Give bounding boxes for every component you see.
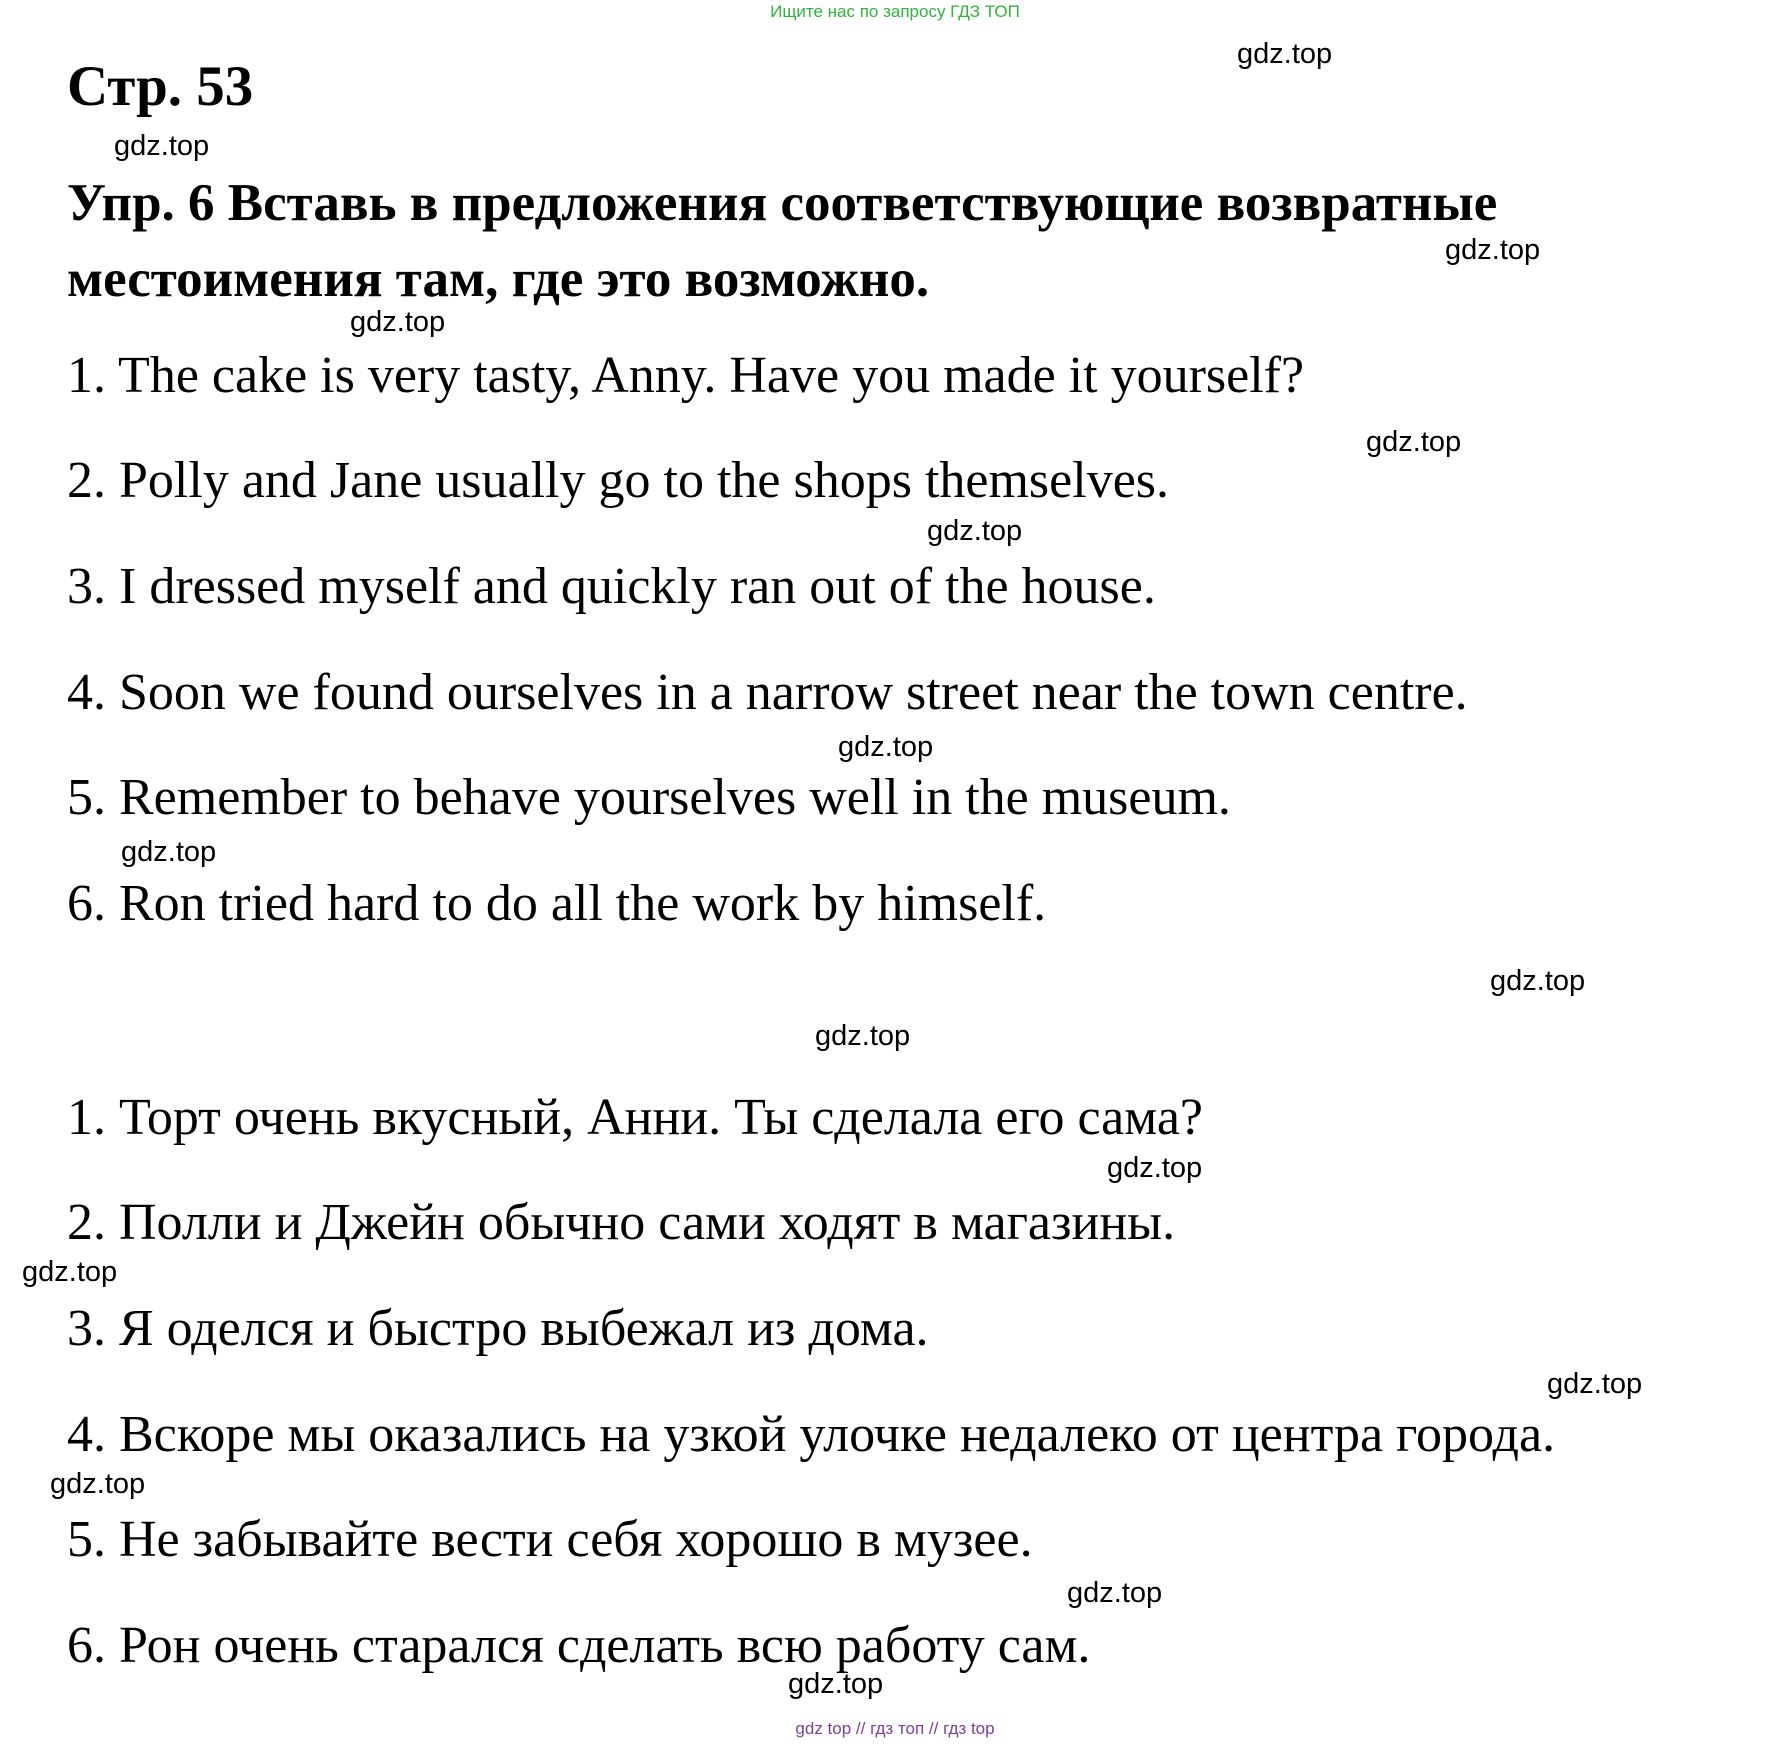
watermark: gdz.top bbox=[121, 836, 217, 868]
russian-sentence-4: 4. Вскоре мы оказались на узкой улочке недалеко от центра города. bbox=[67, 1406, 1556, 1463]
top-banner: Ищите нас по запросу ГДЗ ТОП bbox=[770, 2, 1020, 21]
watermark: gdz.top bbox=[1366, 426, 1462, 458]
task-title: Упр. 6 Вставь в предложения соответствующие возвратные местоимения там, где это возможно. bbox=[67, 174, 1498, 308]
watermark: gdz.top bbox=[350, 306, 446, 338]
english-sentence-1: 1. The cake is very tasty, Anny. Have you made it yourself? bbox=[67, 347, 1305, 404]
watermark: gdz.top bbox=[788, 1668, 884, 1700]
english-sentence-3: 3. I dressed myself and quickly ran out of the house. bbox=[67, 558, 1156, 615]
footer: gdz top // гдз топ // гдз top bbox=[795, 1719, 995, 1738]
watermark: gdz.top bbox=[114, 130, 210, 162]
watermark: gdz.top bbox=[50, 1468, 146, 1500]
watermark: gdz.top bbox=[1547, 1368, 1643, 1400]
russian-sentence-1: 1. Торт очень вкусный, Анни. Ты сделала его сама? bbox=[67, 1089, 1203, 1146]
russian-sentence-6: 6. Рон очень старался сделать всю работу сам. bbox=[67, 1617, 1091, 1674]
page-title: Стр. 53 bbox=[67, 55, 254, 118]
english-sentence-6: 6. Ron tried hard to do all the work by himself. bbox=[67, 875, 1047, 932]
english-sentence-2: 2. Polly and Jane usually go to the shops themselves. bbox=[67, 452, 1170, 509]
watermark: gdz.top bbox=[838, 731, 934, 763]
russian-sentence-5: 5. Не забывайте вести себя хорошо в музее. bbox=[67, 1511, 1033, 1568]
english-sentence-4: 4. Soon we found ourselves in a narrow street near the town centre. bbox=[67, 664, 1468, 721]
watermark: gdz.top bbox=[1445, 234, 1541, 266]
english-sentence-5: 5. Remember to behave yourselves well in the museum. bbox=[67, 769, 1231, 826]
watermark: gdz.top bbox=[1067, 1577, 1163, 1609]
watermark: gdz.top bbox=[1237, 38, 1333, 70]
watermark: gdz.top bbox=[22, 1256, 118, 1288]
watermark: gdz.top bbox=[927, 515, 1023, 547]
russian-sentence-3: 3. Я оделся и быстро выбежал из дома. bbox=[67, 1300, 929, 1357]
russian-sentence-2: 2. Полли и Джейн обычно сами ходят в магазины. bbox=[67, 1194, 1176, 1251]
watermark: gdz.top bbox=[1490, 965, 1586, 997]
watermark: gdz.top bbox=[1107, 1152, 1203, 1184]
watermark: gdz.top bbox=[815, 1020, 911, 1052]
